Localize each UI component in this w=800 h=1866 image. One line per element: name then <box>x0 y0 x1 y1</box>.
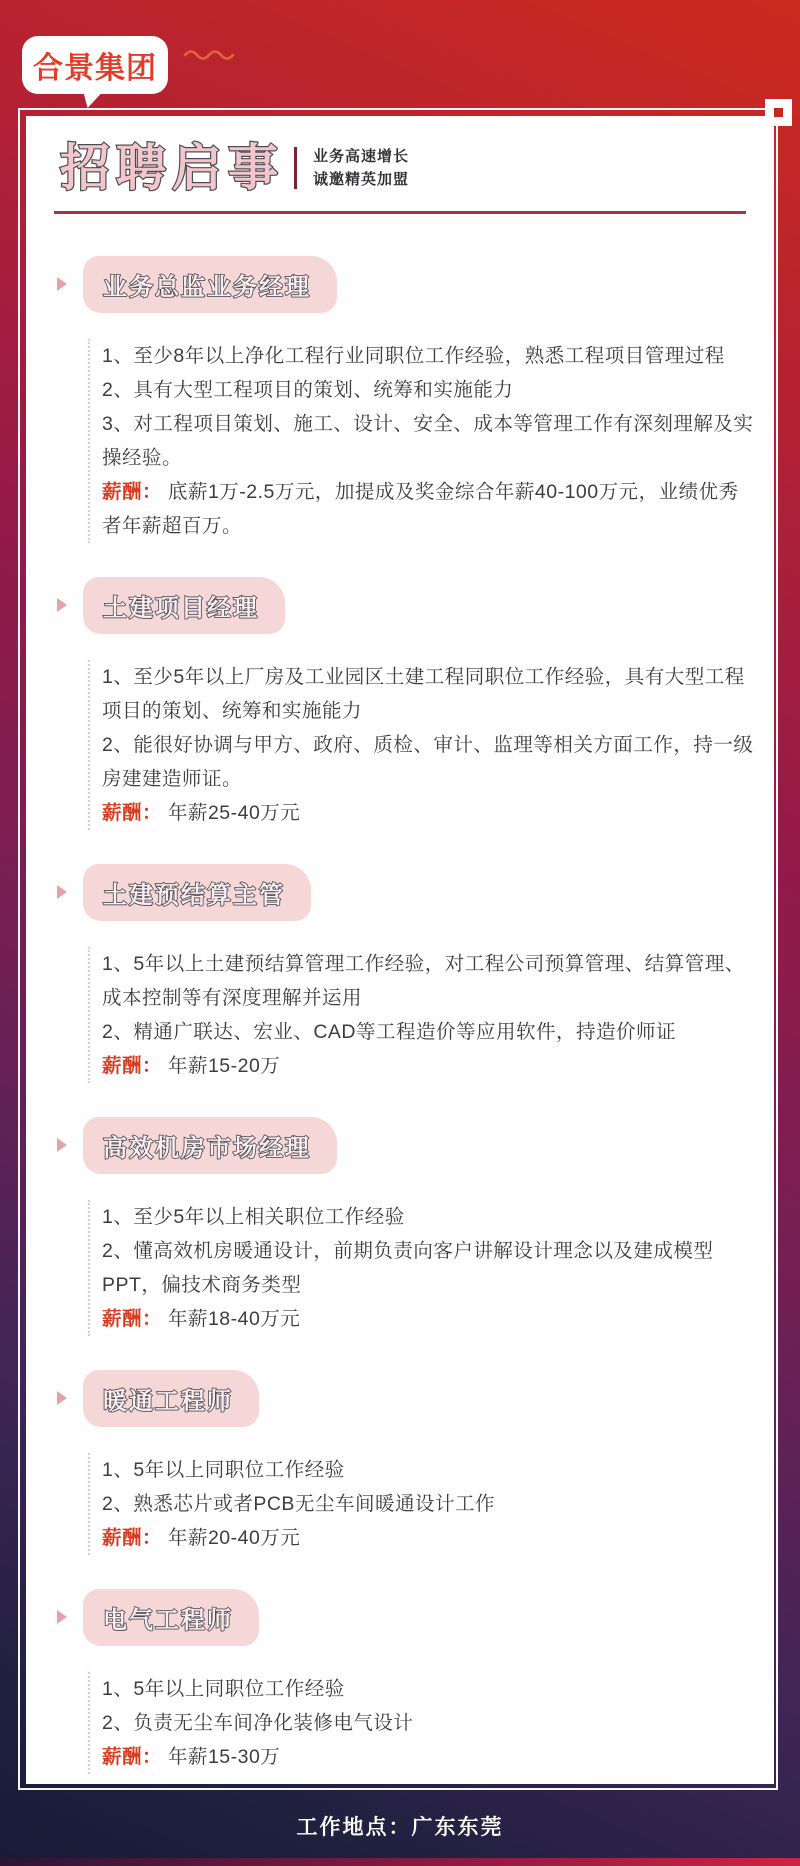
salary-value: 年薪15-30万 <box>167 1745 281 1768</box>
requirement-line: 1、5年以上同职位工作经验 <box>102 1458 345 1481</box>
salary-label: 薪酬： <box>102 1745 163 1768</box>
salary-line <box>102 796 756 830</box>
job-requirements <box>102 339 756 475</box>
job-title-badge <box>83 1117 337 1174</box>
brand-logo-text: 合景集团 <box>33 52 157 85</box>
job-requirements <box>102 1453 756 1521</box>
job-title-badge <box>83 577 285 634</box>
job-section <box>26 577 774 830</box>
salary-label: 薪酬： <box>102 480 163 503</box>
salary-value: 年薪25-40万元 <box>167 801 301 824</box>
job-title-badge <box>83 256 337 313</box>
job-title: 业务总监业务经理 <box>103 273 311 301</box>
salary-line <box>102 1740 756 1774</box>
job-badge-row <box>26 1370 774 1427</box>
job-requirements <box>102 1672 756 1740</box>
salary-value: 底薪1万-2.5万元，加提成及奖金综合年薪40-100万元，业绩优秀者年薪超百万。 <box>102 480 739 537</box>
page-title: 招聘启事 <box>60 140 284 196</box>
job-badge-row <box>26 256 774 313</box>
arrow-right-icon <box>57 1138 67 1152</box>
subtitle-line-2: 诚邀精英加盟 <box>313 171 410 189</box>
job-title: 电气工程师 <box>103 1606 233 1634</box>
job-title: 土建预结算主管 <box>103 881 285 909</box>
requirement-line: 2、能很好协调与甲方、政府、质检、审计、监理等相关方面工作，持一级房建建造师证。 <box>102 733 754 790</box>
requirement-line: 1、至少8年以上净化工程行业同职位工作经验，熟悉工程项目管理过程 <box>102 344 725 367</box>
arrow-right-icon <box>57 885 67 899</box>
bottom-strip <box>0 1858 800 1866</box>
requirement-line: 3、对工程项目策划、施工、设计、安全、成本等管理工作有深刻理解及实操经验。 <box>102 412 754 469</box>
job-title: 土建项目经理 <box>103 594 259 622</box>
card-header <box>26 116 774 195</box>
job-title: 高效机房市场经理 <box>103 1134 311 1162</box>
salary-value: 年薪15-20万 <box>167 1054 281 1077</box>
arrow-right-icon <box>57 1391 67 1405</box>
footer-location: 工作地点：广东东莞 <box>296 1816 504 1839</box>
salary-line <box>102 1049 756 1083</box>
requirement-line: 1、至少5年以上厂房及工业园区土建工程同职位工作经验，具有大型工程项目的策划、统筹和实施能力 <box>102 665 745 722</box>
job-badge-row <box>26 1589 774 1646</box>
job-requirements <box>102 660 756 796</box>
subtitle-line-1: 业务高速增长 <box>313 148 410 165</box>
job-body <box>88 1453 756 1555</box>
requirement-line: 2、负责无尘车间净化装修电气设计 <box>102 1711 414 1734</box>
recruitment-card <box>26 116 774 1784</box>
job-badge-row <box>26 864 774 921</box>
job-body <box>88 947 756 1083</box>
job-badge-row <box>26 577 774 634</box>
requirement-line: 2、熟悉芯片或者PCB无尘车间暖通设计工作 <box>102 1492 495 1515</box>
job-section <box>26 256 774 543</box>
squiggle-icon <box>183 46 235 62</box>
requirement-line: 1、5年以上土建预结算管理工作经验，对工程公司预算管理、结算管理、成本控制等有深度理解并运用 <box>102 952 745 1009</box>
salary-line <box>102 475 756 543</box>
job-title: 暖通工程师 <box>103 1387 233 1415</box>
arrow-right-icon <box>57 598 67 612</box>
arrow-right-icon <box>57 1610 67 1624</box>
job-requirements <box>102 1200 756 1302</box>
job-section <box>26 1589 774 1774</box>
job-title-badge <box>83 864 311 921</box>
job-body <box>88 339 756 543</box>
salary-line <box>102 1302 756 1336</box>
salary-label: 薪酬： <box>102 1054 163 1077</box>
job-section <box>26 1370 774 1555</box>
requirement-line: 2、懂高效机房暖通设计，前期负责向客户讲解设计理念以及建成模型PPT，偏技术商务类型 <box>102 1239 714 1296</box>
requirement-line: 2、精通广联达、宏业、CAD等工程造价等应用软件，持造价师证 <box>102 1020 677 1043</box>
salary-label: 薪酬： <box>102 801 163 824</box>
header-subtitle <box>313 145 409 192</box>
footer <box>0 1794 800 1858</box>
job-body <box>88 1200 756 1336</box>
salary-value: 年薪20-40万元 <box>167 1526 301 1549</box>
salary-label: 薪酬： <box>102 1307 163 1330</box>
job-section <box>26 1117 774 1336</box>
salary-label: 薪酬： <box>102 1526 163 1549</box>
requirement-line: 2、具有大型工程项目的策划、统筹和实施能力 <box>102 378 514 401</box>
job-badge-row <box>26 1117 774 1174</box>
title-divider <box>294 147 297 189</box>
job-section <box>26 864 774 1083</box>
job-body <box>88 1672 756 1774</box>
job-body <box>88 660 756 830</box>
job-sections <box>26 214 774 1774</box>
job-requirements <box>102 947 756 1049</box>
job-title-badge <box>83 1589 259 1646</box>
requirement-line: 1、至少5年以上相关职位工作经验 <box>102 1205 405 1228</box>
salary-line <box>102 1521 756 1555</box>
salary-value: 年薪18-40万元 <box>167 1307 301 1330</box>
job-title-badge <box>83 1370 259 1427</box>
arrow-right-icon <box>57 277 67 291</box>
brand-tab <box>22 36 168 94</box>
requirement-line: 1、5年以上同职位工作经验 <box>102 1677 345 1700</box>
